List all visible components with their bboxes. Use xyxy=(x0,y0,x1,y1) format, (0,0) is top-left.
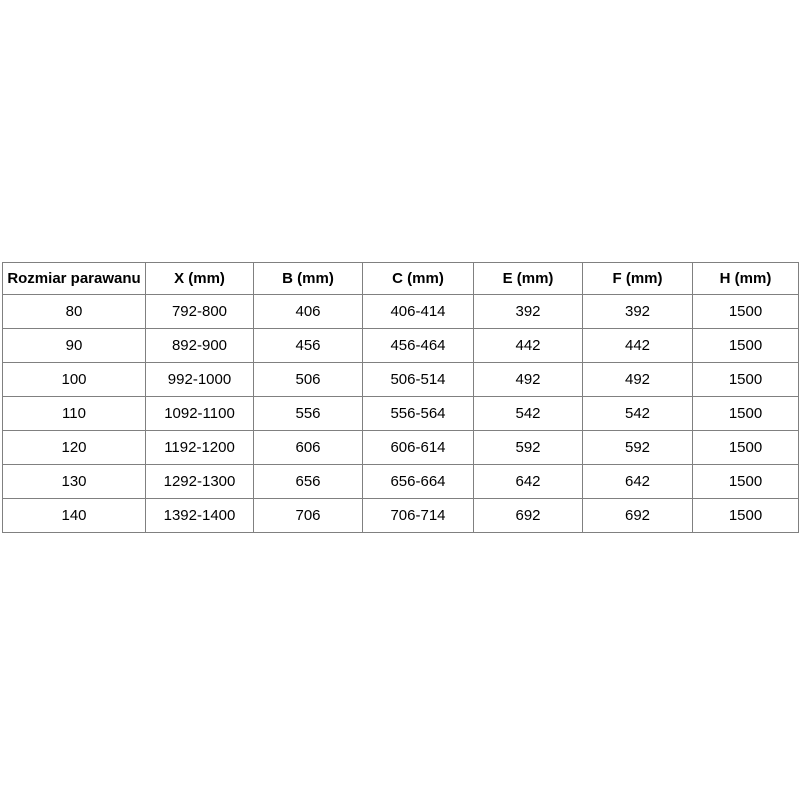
table-cell: 456-464 xyxy=(363,329,474,363)
table-row xyxy=(3,295,799,329)
table-cell: 492 xyxy=(583,363,693,397)
table-row xyxy=(3,363,799,397)
table-row xyxy=(3,465,799,499)
table-cell: 392 xyxy=(583,295,693,329)
table-cell: 556-564 xyxy=(363,397,474,431)
table-cell: 1500 xyxy=(693,499,799,533)
table-cell: 442 xyxy=(583,329,693,363)
table-cell: 892-900 xyxy=(146,329,254,363)
header-row xyxy=(3,263,799,295)
table-cell: 90 xyxy=(3,329,146,363)
table-cell: 492 xyxy=(474,363,583,397)
table-cell: 706 xyxy=(254,499,363,533)
table-cell: 110 xyxy=(3,397,146,431)
table-cell: 1500 xyxy=(693,363,799,397)
table-row xyxy=(3,499,799,533)
table-cell: 406 xyxy=(254,295,363,329)
column-header-rozmiar: Rozmiar parawanu xyxy=(3,263,146,295)
table-cell: 392 xyxy=(474,295,583,329)
table-cell: 100 xyxy=(3,363,146,397)
table-cell: 606-614 xyxy=(363,431,474,465)
table-row xyxy=(3,329,799,363)
size-spec-table xyxy=(2,262,799,533)
table-row xyxy=(3,397,799,431)
table-cell: 556 xyxy=(254,397,363,431)
table-cell: 120 xyxy=(3,431,146,465)
table-cell: 542 xyxy=(583,397,693,431)
table-cell: 1500 xyxy=(693,465,799,499)
column-header-h: H (mm) xyxy=(693,263,799,295)
table-cell: 1292-1300 xyxy=(146,465,254,499)
table-cell: 792-800 xyxy=(146,295,254,329)
table-cell: 130 xyxy=(3,465,146,499)
table-cell: 1500 xyxy=(693,295,799,329)
table-cell: 606 xyxy=(254,431,363,465)
table-cell: 592 xyxy=(474,431,583,465)
table-cell: 442 xyxy=(474,329,583,363)
table-cell: 542 xyxy=(474,397,583,431)
table-body xyxy=(3,295,799,533)
table-cell: 140 xyxy=(3,499,146,533)
table-cell: 642 xyxy=(474,465,583,499)
table-cell: 1392-1400 xyxy=(146,499,254,533)
table-cell: 656 xyxy=(254,465,363,499)
table-cell: 706-714 xyxy=(363,499,474,533)
column-header-x: X (mm) xyxy=(146,263,254,295)
column-header-b: B (mm) xyxy=(254,263,363,295)
table-cell: 506-514 xyxy=(363,363,474,397)
table-cell: 80 xyxy=(3,295,146,329)
table-cell: 642 xyxy=(583,465,693,499)
table-cell: 992-1000 xyxy=(146,363,254,397)
table-cell: 692 xyxy=(474,499,583,533)
column-header-e: E (mm) xyxy=(474,263,583,295)
column-header-f: F (mm) xyxy=(583,263,693,295)
table-cell: 656-664 xyxy=(363,465,474,499)
table-cell: 506 xyxy=(254,363,363,397)
table-cell: 1092-1100 xyxy=(146,397,254,431)
table-cell: 406-414 xyxy=(363,295,474,329)
table-cell: 456 xyxy=(254,329,363,363)
table-cell: 592 xyxy=(583,431,693,465)
table-cell: 1192-1200 xyxy=(146,431,254,465)
table-cell: 692 xyxy=(583,499,693,533)
table-row xyxy=(3,431,799,465)
column-header-c: C (mm) xyxy=(363,263,474,295)
table-cell: 1500 xyxy=(693,431,799,465)
size-spec-table-container xyxy=(2,262,798,533)
table-cell: 1500 xyxy=(693,329,799,363)
table-cell: 1500 xyxy=(693,397,799,431)
